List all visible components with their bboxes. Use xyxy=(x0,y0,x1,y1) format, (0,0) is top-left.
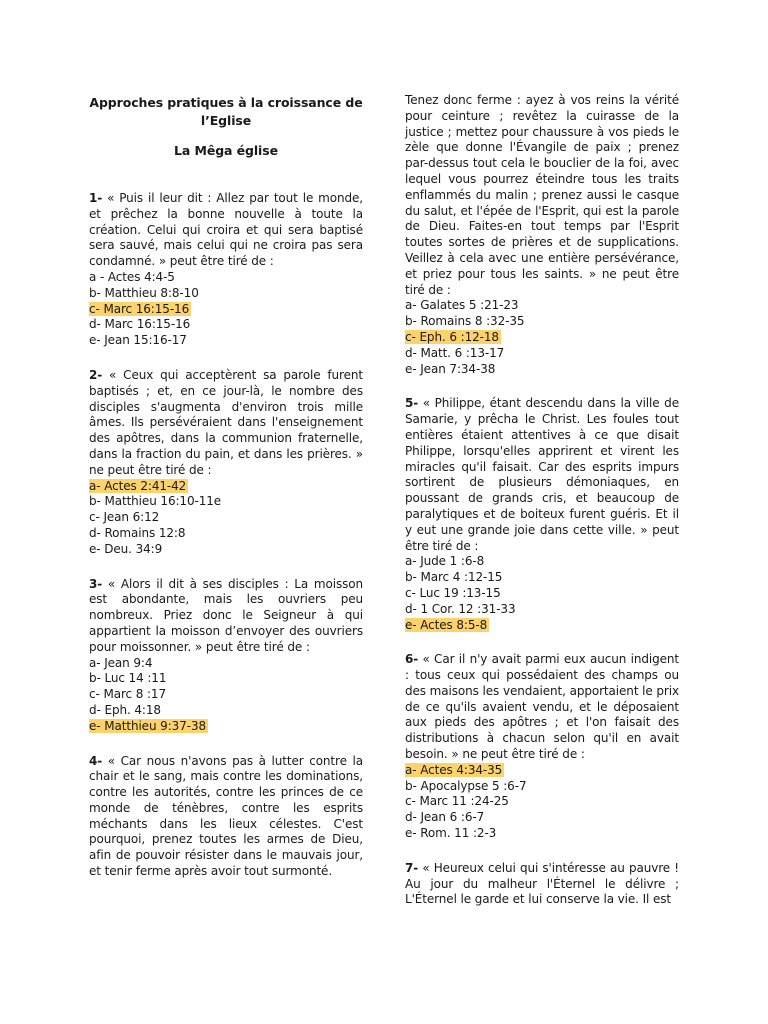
answer-options xyxy=(405,554,679,633)
question-1 xyxy=(89,191,363,349)
answer-label: d- 1 Cor. 12 :31-33 xyxy=(405,601,516,616)
question-number: 3- xyxy=(89,576,103,591)
question-text xyxy=(405,652,679,763)
answer-options xyxy=(89,656,363,735)
answer-option-highlighted xyxy=(405,618,679,634)
answer-option xyxy=(405,298,679,314)
answer-option xyxy=(89,510,363,526)
right-column xyxy=(405,93,679,908)
question-text-continued: Tenez donc ferme : ayez à vos reins la vérité pour ceinture ; revêtez la cuirasse de la justice ; mettez pour chaussure à vos pieds le zèle que donne l'Évangile de paix ; prenez par-dessus tout cela le bouclier de la foi, avec lequel vous pourrez éteindre tous les traits enflammés du malin ; prenez aussi le casque du salut, et l'épée de l'Esprit, qui est la parole de Dieu. Faites-en tout temps par l'Esprit toutes sortes de prières et de supplications. Veillez à cela avec une entière persévérance, et priez pour tous les saints. » ne peut être tiré de : xyxy=(405,93,679,297)
answer-label: c- Marc 11 :24-25 xyxy=(405,794,509,809)
answer-option xyxy=(89,703,363,719)
question-number: 2- xyxy=(89,367,103,382)
answer-label: a- Galates 5 :21-23 xyxy=(405,298,519,313)
answer-option xyxy=(405,810,679,826)
answer-option xyxy=(405,602,679,618)
question-text xyxy=(89,191,363,270)
question-text xyxy=(405,396,679,554)
question-body: « Car il n'y avait parmi eux aucun indigent : tous ceux qui possédaient des champs ou des maisons les vendaient, apportaient le prix de ce qu'ils avaient vendu, et le déposaient aux pieds des apôtres ; et l'on faisait des distributions à chacun selon qu'il en avait besoin. » ne peut être tiré de : xyxy=(405,652,679,762)
answer-option xyxy=(89,656,363,672)
answer-option xyxy=(89,687,363,703)
answer-option xyxy=(89,526,363,542)
answer-label: b- Romains 8 :32-35 xyxy=(405,314,525,329)
question-7 xyxy=(405,861,679,908)
question-4-continued xyxy=(405,93,679,377)
answer-options xyxy=(405,763,679,842)
question-number: 7- xyxy=(405,860,419,875)
answer-label: c- Marc 8 :17 xyxy=(89,687,166,702)
answer-label: d- Jean 6 :6-7 xyxy=(405,810,485,825)
question-5 xyxy=(405,396,679,633)
answer-label: c- Jean 6:12 xyxy=(89,510,160,525)
answer-option xyxy=(89,270,363,286)
answer-option xyxy=(89,333,363,349)
highlighted-answer: c- Eph. 6 :12-18 xyxy=(405,329,499,344)
answer-label: b- Matthieu 16:10-11e xyxy=(89,494,222,509)
question-number: 1- xyxy=(89,191,103,205)
answer-option xyxy=(89,542,363,558)
answer-option xyxy=(405,570,679,586)
answer-option-highlighted xyxy=(89,479,363,495)
left-column xyxy=(89,92,363,880)
question-3 xyxy=(89,577,363,735)
answer-option xyxy=(89,317,363,333)
answer-label: b- Apocalypse 5 :6-7 xyxy=(405,778,527,793)
highlighted-answer: a- Actes 2:41-42 xyxy=(89,478,187,493)
answer-option xyxy=(405,314,679,330)
question-text xyxy=(89,577,363,656)
document-subtitle: La Mêga église xyxy=(174,143,278,158)
question-text xyxy=(89,754,363,880)
highlighted-answer: a- Actes 4:34-35 xyxy=(405,762,503,777)
answer-option xyxy=(405,362,679,378)
answer-option xyxy=(89,286,363,302)
answer-label: d- Eph. 4:18 xyxy=(89,702,161,717)
question-body: « Car nous n'avons pas à lutter contre la chair et le sang, mais contre les dominations, contre les autorités, contre les princes de ce monde de ténèbres, contre les esprits méchants dans les lieux célestes. C'est pourquoi, prenez toutes les armes de Dieu, afin de pouvoir résister dans le mauvais jour, et tenir ferme après avoir tout surmonté. xyxy=(89,753,363,879)
answer-label: a- Jean 9:4 xyxy=(89,655,153,670)
question-6 xyxy=(405,652,679,842)
question-text xyxy=(89,368,363,479)
answer-option-highlighted xyxy=(405,763,679,779)
answer-option xyxy=(89,671,363,687)
answer-label: e- Rom. 11 :2-3 xyxy=(405,826,497,841)
answer-label: b- Matthieu 8:8-10 xyxy=(89,285,199,300)
answer-option xyxy=(405,794,679,810)
question-2 xyxy=(89,368,363,558)
answer-label: e- Deu. 34:9 xyxy=(89,541,163,556)
answer-option xyxy=(405,554,679,570)
answer-option xyxy=(89,494,363,510)
question-body: « Philippe, étant descendu dans la ville de Samarie, y prêcha le Christ. Les foules tout entières étaient attentives à ce que disait Philippe, lorsqu'elles apprirent et virent les miracles qu'il faisait. Car des esprits impurs sortirent de plusieurs démoniaques, en poussant de grands cris, et beaucoup de paralytiques et de boiteux furent guéris. Et il y eut une grande joie dans cette ville. » peut être tiré de : xyxy=(405,396,679,553)
answer-option-highlighted xyxy=(405,330,679,346)
answer-option-highlighted xyxy=(89,302,363,318)
question-number: 4- xyxy=(89,753,103,768)
question-number: 6- xyxy=(405,652,419,667)
question-text xyxy=(405,861,679,908)
document-title: Approches pratiques à la croissance de l’Eglise xyxy=(89,95,363,128)
question-body: « Alors il dit à ses disciples : La moisson est abondante, mais les ouvriers peu nombreux. Priez donc le Seigneur à qui appartient la moisson d’envoyer des ouvriers pour moissonner. » peut être tiré de : xyxy=(89,576,363,654)
answer-options xyxy=(405,298,679,377)
answer-label: d- Marc 16:15-16 xyxy=(89,317,191,332)
question-body: « Heureux celui qui s'intéresse au pauvre ! Au jour du malheur l'Éternel le délivre ; L'Éternel le garde et lui conserve la vie. Il est xyxy=(405,860,679,907)
highlighted-answer: c- Marc 16:15-16 xyxy=(89,301,190,316)
question-number: 5- xyxy=(405,396,419,411)
answer-options xyxy=(89,479,363,558)
answer-option-highlighted xyxy=(89,719,363,735)
answer-label: a - Actes 4:4-5 xyxy=(89,269,175,284)
answer-option xyxy=(405,779,679,795)
answer-label: d- Romains 12:8 xyxy=(89,525,186,540)
answer-label: a- Jude 1 :6-8 xyxy=(405,554,485,569)
question-body: « Ceux qui acceptèrent sa parole furent baptisés ; et, en ce jour-là, le nombre des disciples s'augmenta d'environ trois mille âmes. Ils persévéraient dans l'enseignement des apôtres, dans la communion fraternelle, dans la fraction du pain, et dans les prières. » ne peut être tiré de : xyxy=(89,367,363,477)
question-4 xyxy=(89,754,363,880)
answer-label: d- Matt. 6 :13-17 xyxy=(405,345,505,360)
highlighted-answer: e- Actes 8:5-8 xyxy=(405,617,488,632)
answer-label: b- Luc 14 :11 xyxy=(89,671,167,686)
answer-label: b- Marc 4 :12-15 xyxy=(405,570,503,585)
answer-option xyxy=(405,826,679,842)
answer-option xyxy=(405,586,679,602)
question-body: « Puis il leur dit : Allez par tout le monde, et prêchez la bonne nouvelle à toute la création. Celui qui croira et qui sera baptisé sera sauvé, mais celui qui ne croira pas sera condamné. » peut être tiré de : xyxy=(89,191,363,269)
answer-option xyxy=(405,346,679,362)
answer-label: c- Luc 19 :13-15 xyxy=(405,585,501,600)
highlighted-answer: e- Matthieu 9:37-38 xyxy=(89,718,207,733)
answer-options xyxy=(89,270,363,349)
answer-label: e- Jean 7:34-38 xyxy=(405,361,496,376)
answer-label: e- Jean 15:16-17 xyxy=(89,333,187,348)
